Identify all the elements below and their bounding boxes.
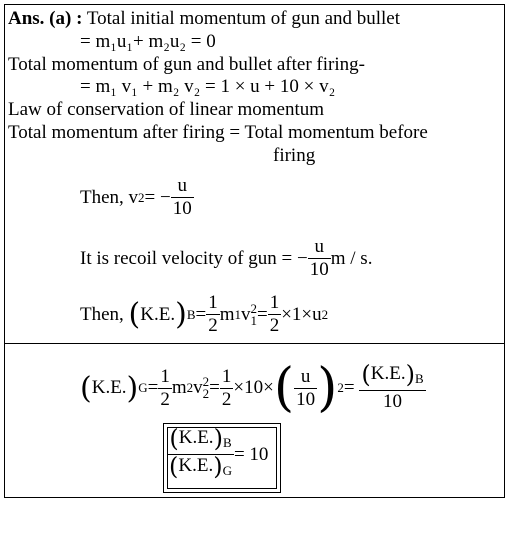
equation-ke-gun: ( K.E. ) G = $\frac{1}{2}$ m 2 v 2 2 = $\frac{1}{2}$ ×10× ( $\frac{u}{10}$ ) 2 = $\frac{(K.E.)_B}{10}$ — [80, 358, 424, 418]
answer-label: Ans. (a) : — [8, 8, 83, 29]
fraction: $\frac{u}{10}$ — [309, 236, 329, 280]
line-5: Law of conservation of linear momentum — [8, 99, 325, 120]
equation-recoil: It is recoil velocity of gun = − $\frac{u}{10}$ m / s. — [80, 236, 373, 280]
line-2: = m₁u₁+ m₂u₂ = 0 — [80, 31, 216, 52]
line-3: Total momentum of gun and bullet after firing- — [8, 54, 365, 75]
equation-v2: Then, v 2 = − $\frac{u}{10}$ — [80, 175, 192, 219]
line-1-text: Total initial momentum of gun and bullet — [86, 8, 401, 29]
line-7: firing — [273, 145, 316, 166]
line-1 — [8, 8, 400, 30]
section-divider — [4, 343, 505, 344]
line-4: = m₁ v₁ + m₂ v₂ = 1 × u + 10 × v₂ — [80, 76, 336, 97]
equation-ratio: $\frac{(K.E.)_B}{(K.E.)_G}$ = 10 — [169, 424, 269, 481]
line-6: Total momentum after firing = Total momentum before — [8, 122, 428, 143]
equation-ke-bullet: Then, ( K.E. ) B = $\frac{1}{2}$ m 1 v 2 1 = $\frac{1}{2}$ ×1×u 2 — [80, 292, 329, 336]
fraction: $\frac{u}{10}$ — [172, 175, 192, 219]
